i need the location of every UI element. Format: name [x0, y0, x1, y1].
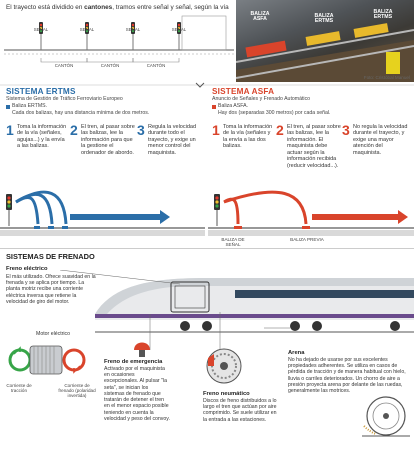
ertms-legend-2: Cada dos balizas, hay una distancia mínima de dos metros.	[12, 110, 150, 116]
electrico-title: Freno eléctrico	[6, 266, 48, 272]
asfa-step-2-number: 2	[276, 122, 284, 138]
electric-motor-diagram	[8, 340, 88, 382]
canton-label-2: CANTÓN	[100, 63, 120, 68]
asfa-subtitle: Anuncio de Señales y Frenado Automático	[212, 96, 311, 102]
ertms-step-1-number: 1	[6, 122, 14, 138]
intro-bold: cantones	[84, 4, 113, 11]
ertms-subtitle: Sistema de Gestión de Tráfico Ferroviario Europeo	[6, 96, 123, 102]
intro-post: , tramos entre señal y señal, según la vía	[112, 4, 229, 11]
neumatico-title: Freno neumático	[203, 391, 250, 397]
ertms-diagram	[0, 184, 205, 246]
emergencia-title: Freno de emergencia	[104, 359, 163, 365]
asfa-step-2-text: El tren, al pasar sobre las balizas, lee la información. El maquinista debe actuar según la información recibida (reducir velocidad...).	[287, 124, 341, 169]
sand-wheel-icon	[362, 392, 410, 440]
signal-label-1: SEÑAL	[33, 27, 49, 32]
intro-pre: El trayecto está dividido en	[6, 4, 85, 11]
ertms-step-1-text: Toma la información de la vía (señales, agujas...) y la envía a las balizas.	[17, 124, 67, 150]
asfa-step-1-number: 1	[212, 122, 220, 138]
ertms-legend-swatch	[6, 105, 10, 109]
ertms-step-2-number: 2	[70, 122, 78, 138]
signal-label-4: SEÑAL	[171, 27, 187, 32]
photo-label-asfa: BALIZA ASFA	[250, 11, 270, 23]
signal-label-2: SEÑAL	[79, 27, 95, 32]
asfa-baliza-previa: BALIZA PREVIA	[290, 237, 324, 242]
asfa-title: SISTEMA ASFA	[212, 87, 275, 96]
ertms-arrow-label: AL ORDENADOR	[92, 208, 135, 214]
arena-title: Arena	[288, 350, 305, 356]
motor-label: Motor eléctrico	[36, 331, 71, 337]
ertms-step-3-text: Regula la velocidad durante todo el trayecto, y exige un menor control del maquinista.	[148, 124, 197, 156]
canton-track-diagram	[4, 14, 234, 82]
section-divider-2	[0, 248, 414, 249]
asfa-step-1-text: Toma la información de la vía (señales y la envía a las dos balizas.	[223, 124, 273, 150]
ertms-title: SISTEMA ERTMS	[6, 87, 76, 96]
canton-label-3: CANTÓN	[146, 63, 166, 68]
photo-label-ertms-2: BALIZA ERTMS	[373, 9, 393, 21]
asfa-arrow-label: AL MAQUINISTA	[320, 208, 361, 214]
canton-label-1: CANTÓN	[54, 63, 74, 68]
intro-text	[6, 4, 234, 11]
brake-disc-icon	[204, 346, 244, 386]
corriente-frenado: Corriente de frenado (polaridad invertida)	[58, 383, 96, 399]
ertms-legend: Baliza ERTMS.	[12, 103, 48, 109]
asfa-legend-2: Hay dos (separadas 300 metros) por cada señal.	[218, 110, 331, 116]
asfa-legend: Baliza ASFA.	[218, 103, 248, 109]
signal-label-3: SEÑAL	[125, 27, 141, 32]
asfa-step-3-number: 3	[342, 122, 350, 138]
photo-credit: Foto: Cristóbal Manuel	[363, 75, 410, 80]
frenado-title: SISTEMAS DE FRENADO	[6, 252, 95, 261]
arena-text: No ha dejado de usarse por sus excelentes propiedades adherentes. Se utiliza en casos de pérdida de tracción y de manera habitual con hielo, lluvia o carriles deteriorados. Un chorro de aire a presión proyecta arena por delante de las ruedas, generalmente las motrices.	[288, 357, 406, 395]
emergency-mushroom-icon	[130, 338, 154, 360]
photo-label-ertms-1: BALIZA ERTMS	[314, 13, 334, 25]
ertms-step-2-text: El tren, al pasar sobre las balizas, lee la información para que la gestione el ordenador de abordo.	[81, 124, 135, 156]
ertms-step-3-number: 3	[137, 122, 145, 138]
asfa-legend-swatch	[212, 105, 216, 109]
emergencia-text: Activado por el maquinista en ocasiones excepcionales. Al pulsar "la seta", se inician los sistemas de frenado que tratarán de detener el tren en el menor espacio posible teniendo en cuenta la velocidad y peso del convoy.	[104, 366, 170, 422]
neumatico-text: Discos de freno distribuidos a lo largo el tren que actúan por aire comprimido. Se suele utilizar en la entrada a las estaciones.	[203, 398, 277, 423]
asfa-step-3-text: No regula la velocidad durante el trayecto, y exige una mayor atención del maquinista.	[353, 124, 408, 156]
asfa-baliza-senal: BALIZA DE SEÑAL	[221, 237, 245, 248]
electrico-text: El más utilizado. Ofrece suavidad en la frenada y se aplica por tiempo. La planta motriz recibe una corriente eléctrica inversa que retiene la velocidad de giro del motor.	[6, 274, 96, 305]
corriente-traccion: Corriente de tracción	[6, 383, 32, 394]
